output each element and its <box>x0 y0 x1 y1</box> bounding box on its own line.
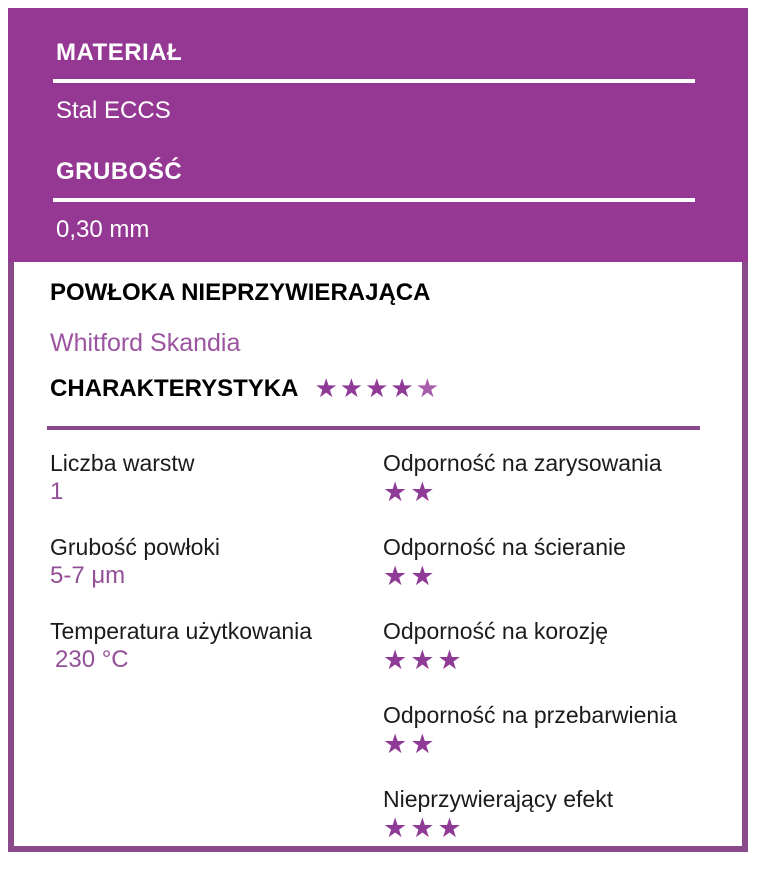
property-label: Grubość powłoki <box>50 534 221 560</box>
property-label: Temperatura użytkowania <box>50 618 313 644</box>
material-header <box>8 8 748 262</box>
thickness-section <box>56 157 698 244</box>
property-value: 230 °C <box>55 646 129 673</box>
property-usage-temperature <box>50 617 383 675</box>
thickness-value: 0,30 mm <box>56 216 150 243</box>
material-label: MATERIAŁ <box>56 39 183 66</box>
characteristics-title: CHARAKTERYSTYKA <box>50 375 299 402</box>
material-value: Stal ECCS <box>56 97 171 124</box>
property-label: Odporność na przebarwienia <box>383 702 678 728</box>
star-rating-icon: ★★★ <box>383 645 465 675</box>
property-scratch-resistance <box>383 449 742 507</box>
rating-star-light-icon: ★ <box>415 373 441 403</box>
coating-section <box>8 262 748 852</box>
property-value: 5-7 μm <box>50 562 126 589</box>
product-spec-sheet <box>8 8 748 852</box>
properties-column-right <box>383 449 742 869</box>
property-abrasion-resistance <box>383 533 742 591</box>
coating-brand: Whitford Skandia <box>50 329 241 357</box>
thickness-label: GRUBOŚĆ <box>56 158 183 185</box>
properties-grid <box>50 449 742 869</box>
property-label: Liczba warstw <box>50 450 195 476</box>
rating-stars-icon: ★★★★ <box>314 373 416 403</box>
material-divider <box>53 79 695 83</box>
star-rating-icon: ★★ <box>383 729 438 759</box>
properties-column-left <box>50 449 383 869</box>
star-rating-icon: ★★ <box>383 561 438 591</box>
characteristics-divider <box>47 426 700 430</box>
coating-title: POWŁOKA NIEPRZYWIERAJĄCA <box>50 279 431 306</box>
property-coating-thickness <box>50 533 383 591</box>
property-layers <box>50 449 383 507</box>
property-value: 1 <box>50 478 64 505</box>
property-corrosion-resistance <box>383 617 742 675</box>
property-label: Odporność na ścieranie <box>383 534 626 560</box>
star-rating-icon: ★★★ <box>383 813 465 843</box>
property-label: Odporność na zarysowania <box>383 450 662 476</box>
characteristics-header <box>50 373 742 404</box>
property-discoloration-resistance <box>383 701 742 759</box>
material-section <box>56 38 698 125</box>
thickness-divider <box>53 198 695 202</box>
property-nonstick-effect <box>383 785 742 843</box>
star-rating-icon: ★★ <box>383 477 438 507</box>
property-label: Nieprzywierający efekt <box>383 786 614 812</box>
property-label: Odporność na korozję <box>383 618 609 644</box>
